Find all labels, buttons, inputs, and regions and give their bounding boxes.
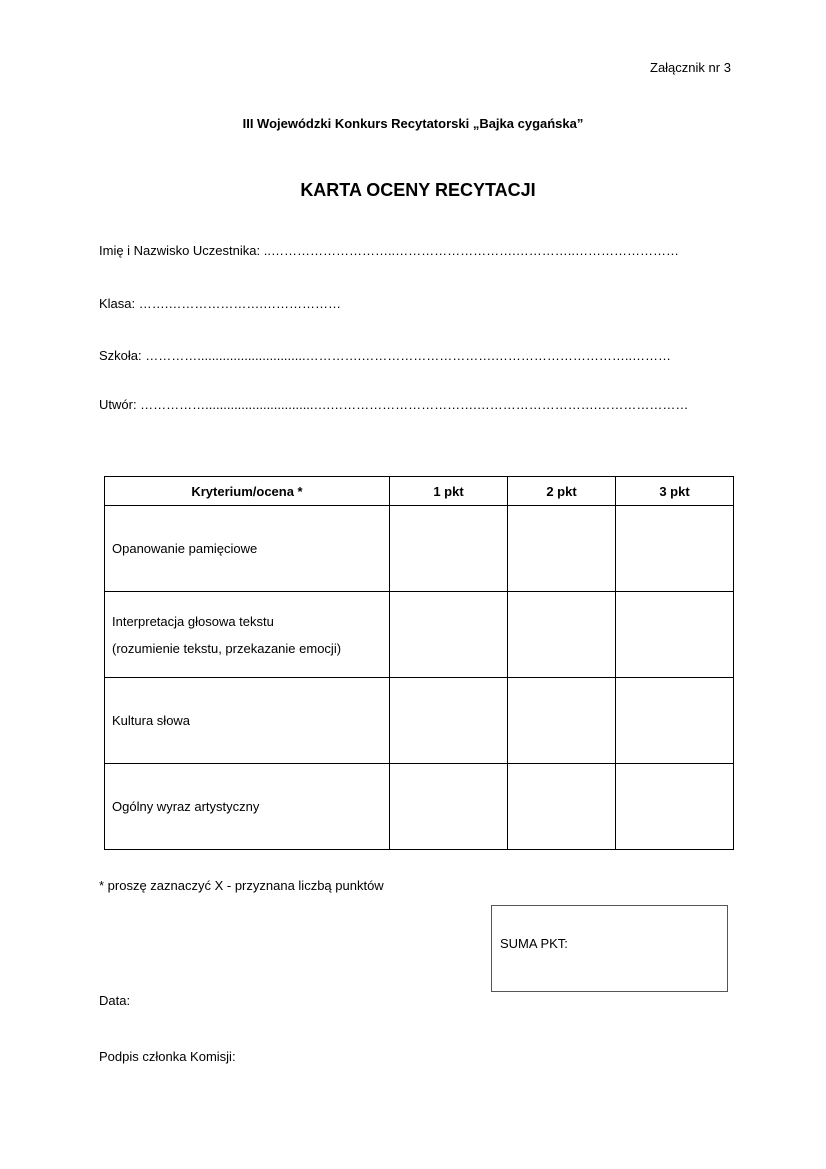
signature-label: Podpis członka Komisji: bbox=[99, 1049, 236, 1064]
header-criterion: Kryterium/ocena * bbox=[105, 477, 390, 506]
criterion-memory bbox=[105, 506, 390, 592]
criterion-text: Kultura słowa bbox=[112, 713, 191, 728]
criterion-text: Interpretacja głosowa tekstu bbox=[112, 613, 274, 629]
score-cell-3pkt[interactable] bbox=[616, 592, 734, 678]
class-blank[interactable]: …….………………….……………… bbox=[135, 296, 341, 311]
points-sum-label: SUMA PKT: bbox=[500, 936, 568, 951]
table-row bbox=[105, 592, 734, 678]
page-title: KARTA OCENY RECYTACJI bbox=[300, 180, 536, 200]
criterion-subtext: (rozumienie tekstu, przekazanie emocji) bbox=[112, 640, 342, 656]
criterion-speech-culture bbox=[105, 678, 390, 764]
score-cell-3pkt[interactable] bbox=[616, 506, 734, 592]
points-sum-box[interactable] bbox=[491, 905, 728, 992]
evaluation-table bbox=[104, 476, 734, 850]
table-row bbox=[105, 764, 734, 850]
score-cell-2pkt[interactable] bbox=[508, 506, 616, 592]
criterion-text: Opanowanie pamięciowe bbox=[112, 541, 258, 556]
header-3pkt: 3 pkt bbox=[616, 477, 734, 506]
score-cell-3pkt[interactable] bbox=[616, 764, 734, 850]
score-cell-1pkt[interactable] bbox=[390, 592, 508, 678]
criterion-interpretation bbox=[105, 592, 390, 678]
header-2pkt: 2 pkt bbox=[508, 477, 616, 506]
criterion-artistic-expression bbox=[105, 764, 390, 850]
piece-label: Utwór: bbox=[99, 397, 137, 412]
score-cell-2pkt[interactable] bbox=[508, 764, 616, 850]
score-cell-2pkt[interactable] bbox=[508, 592, 616, 678]
score-cell-2pkt[interactable] bbox=[508, 678, 616, 764]
participant-name-field[interactable] bbox=[99, 243, 679, 258]
participant-name-label: Imię i Nazwisko Uczestnika: bbox=[99, 243, 261, 258]
header-1pkt: 1 pkt bbox=[390, 477, 508, 506]
piece-field[interactable] bbox=[99, 397, 688, 412]
footnote: * proszę zaznaczyć X - przyznana liczbą punktów bbox=[99, 878, 384, 893]
school-label: Szkoła: bbox=[99, 348, 142, 363]
score-cell-1pkt[interactable] bbox=[390, 764, 508, 850]
score-cell-3pkt[interactable] bbox=[616, 678, 734, 764]
criterion-text: Ogólny wyraz artystyczny bbox=[112, 799, 260, 814]
school-field[interactable] bbox=[99, 348, 671, 363]
participant-name-blank[interactable]: ..………………………..……………………….…………..…………………… bbox=[260, 243, 680, 258]
class-label: Klasa: bbox=[99, 296, 136, 311]
class-field[interactable] bbox=[99, 296, 341, 311]
date-label: Data: bbox=[99, 993, 131, 1008]
contest-name: III Wojewódzki Konkurs Recytatorski „Bajka cygańska” bbox=[242, 116, 584, 131]
table-header-row bbox=[105, 477, 734, 506]
score-cell-1pkt[interactable] bbox=[390, 678, 508, 764]
school-blank[interactable]: …………..............................………….………………………….…………………………..……… bbox=[141, 348, 672, 363]
score-cell-1pkt[interactable] bbox=[390, 506, 508, 592]
table-row bbox=[105, 506, 734, 592]
table-row bbox=[105, 678, 734, 764]
piece-blank[interactable]: ……………..............................….…………………………….……………………….………………… bbox=[136, 397, 689, 412]
annex-number: Załącznik nr 3 bbox=[650, 60, 731, 75]
